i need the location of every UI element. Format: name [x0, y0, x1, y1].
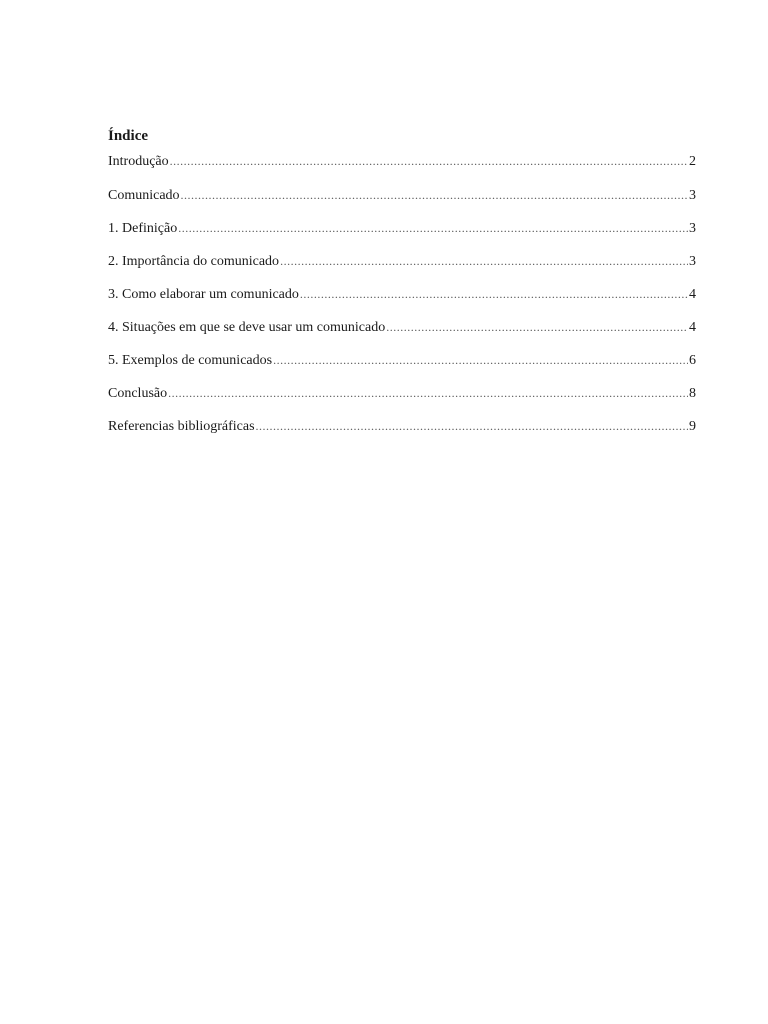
table-of-contents [108, 126, 696, 450]
dot-leader [168, 384, 688, 402]
dot-leader [181, 186, 688, 204]
toc-entry-page: 8 [689, 386, 696, 401]
toc-entry-label: 3. Como elaborar um comunicado [108, 287, 299, 302]
dot-leader [256, 417, 688, 435]
toc-entry-importancia [108, 252, 696, 285]
toc-entry-label: 4. Situações em que se deve usar um comunicado [108, 320, 386, 335]
toc-entry-como-elaborar [108, 285, 696, 318]
toc-entry-page: 6 [689, 353, 696, 368]
toc-entry-label: 5. Exemplos de comunicados [108, 353, 273, 368]
dot-leader [178, 219, 688, 237]
dot-leader [300, 285, 688, 303]
toc-entry-comunicado [108, 186, 696, 219]
toc-entry-situacoes [108, 318, 696, 351]
toc-entry-introducao [108, 152, 696, 186]
toc-entry-page: 3 [689, 221, 696, 236]
dot-leader [170, 152, 688, 170]
toc-entry-page: 2 [689, 154, 696, 169]
toc-entry-label: Comunicado [108, 188, 180, 203]
toc-entry-page: 4 [689, 320, 696, 335]
toc-entry-conclusao [108, 384, 696, 417]
toc-entry-referencias [108, 417, 696, 450]
dot-leader [273, 351, 688, 369]
toc-entry-exemplos [108, 351, 696, 384]
toc-entry-page: 9 [689, 419, 696, 434]
toc-entry-page: 4 [689, 287, 696, 302]
toc-entry-label: Introdução [108, 154, 169, 169]
toc-entry-label: Conclusão [108, 386, 168, 401]
toc-entry-label: Referencias bibliográficas [108, 419, 255, 434]
toc-entry-page: 3 [689, 254, 696, 269]
toc-entry-label: 1. Definição [108, 221, 178, 236]
toc-entry-label: 2. Importância do comunicado [108, 254, 280, 269]
toc-list [108, 152, 696, 450]
toc-entry-page: 3 [689, 188, 696, 203]
toc-entry-definicao [108, 219, 696, 252]
toc-title: Índice [108, 128, 149, 144]
dot-leader [280, 252, 688, 270]
dot-leader [386, 318, 688, 336]
